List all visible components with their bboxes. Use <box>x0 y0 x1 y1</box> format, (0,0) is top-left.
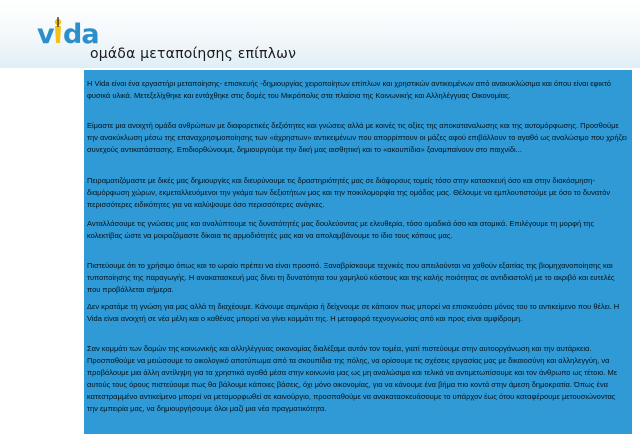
vida-logo[interactable] <box>36 16 99 50</box>
page-subtitle: ομάδα μεταποίησης επίπλων <box>90 46 297 62</box>
paragraph-collective: Ανταλλάσουμε τις γνώσεις μας και αναλύπτουμε τις δυνατότητές μας δουλεύοντας με ελευθερία, τόσο ομαδικά όσο και ατομικά. Επιλέγουμε τη μορφή της κολεκτίβας ώστε να μοιραζόμαστε δίκαια τις αρμοδιότητές μας και να απολαμβάνουμε το ίδιο τους κόπους μας. <box>87 219 594 240</box>
site-header <box>0 0 640 68</box>
paragraph-intro: Η Vida είναι ένα εργαστήρι μεταποίησης- επισκευής -δημιουργίας χειροποίητων επίπλων και χρηστικών αντικειμένων από ανακυκλώσιμα και όπου είναι εφικτό φυσικά υλικά. Μετεξελίχθηκε και εντάχθηκε στις δομές του Μικρόπολις στα πλαίσια της Κοινωνικής και Αλληλέγγυας Οικονομίας. <box>87 79 611 100</box>
content-panel <box>84 70 632 434</box>
paragraph-economy: Σαν κομμάτι των δομών της κοινωνικής και αλληλέγγυας οικονομίας διαλέξαμε αυτόν τον τομέα, γιατί πιστεύουμε στην αυτοοργάνωση και την αυτάρκεια. Προσπαθούμε να μειώσουμε το οικολογικό αποτύπωμα από τα σκουπίδια της πόλης, να ορίσουμε τις σχέσεις εργασίας μας με δικαιοσύνη και αλληλεγγύη, να προβάλουμε μια άλλη αντίληψη για τα χρηστικά αγαθά μέσα στην κοινωνία μας ως μη αναλώσιμα και τελικά να αντιμετωπίσουμε και τον άνθρωπο ως τέτοιο. Με αυτούς τους όρους πιστεύουμε πως θα βάλουμε κάποιες βάσεις, όχι μόνο οικονομίας, για να κάνουμε ένα βήμα πιο κοντά στην άμεση δημοκρατία. Όπως ένα κατεστραμμένο αντικείμενο μπορεί να μεταμορφωθεί σε καινούργιο, προσπαθούμε να ανακατασκευάσουμε το υπάρχον έως ότου καταφέρουμε μετουσιώνοντας την εμπειρία μας, να δημιουργήσουμε όλοι μαζί μια νέα πραγματικότητα. <box>87 344 618 413</box>
svg-text:v: v <box>37 19 54 50</box>
paragraph-experiments: Πειραματιζόμαστε με δικές μας δημιουργίες και διευρύνουμε τις δραστηριότητές μας σε διάφορους τομείς τόσο στην κατασκευή όσο και στην διακόσμηση-διαμόρφωση χώρων, εκμεταλλευόμενοι την γκάμα των δεξιοτήτων μας και την ποικιλομορφία της ομάδας μας. Θέλουμε να εμπλουτιστούμε με όσο το δυνατόν περισσότερες ειδικότητες για να καλύψουμε όσο περισσότερες ανάγκες. <box>87 176 611 209</box>
paragraph-knowledge: Δεν κρατάμε τη γνώση για μας αλλά τη διαχέουμε. Κάνουμε σεμινάρια ή δείχνουμε σε κάποιον πως μπορεί να επισκευάσει μόνος του το αντικείμενο που θέλει. Η Vida είναι ανοιχτή σε νέα μέλη και ο καθένας μπορεί να γίνει κομμάτι της. Η μεταφορά τεχνογνωσίας από και προς είναι αμφίδρομη. <box>87 302 620 323</box>
paragraph-affordability: Πιστεύουμε ότι το χρήσιμο όπως και το ωραίο πρέπει να είναι προσιτό. Ξαναβρίσκουμε τεχνικές που απειλούνται να χαθούν εξαιτίας της βιομηχανοποίησης και τυποποίησης της παραγωγής. Η ανακατασκευή μας δίνει τη δυνατότητα του χαμηλού κόστους και της καλής ποιότητας σε αντιδιαστολή με το ακριβό και ευτελές που προβάλλεται σήμερα. <box>87 261 615 294</box>
paragraph-team: Είμαστε μια ανοιχτή ομάδα ανθρώπων με διαφορετικές δεξιότητες και γνώσεις αλλά με κοινές τις αξίες της αποκαταναλωσης και της αυτομόρφωσης. Προσθούμε την ανακύκλωση μέσω της επαναχρησιμοποίησης των «άχρηστων» αντικειμένων που απορρίπτουν οι μάζες αφού επιβάλλουν το αγαθό ως αναλώσιμο που χρήζει συνεχούς αντικατάστασης. Επιδιορθώνουμε, δημιουργούμε την δική μας αισθητική και το «ακουπίδια» ξαναμπαίνουν στο παιχνίδι... <box>87 121 627 154</box>
svg-text:da: da <box>63 19 99 50</box>
